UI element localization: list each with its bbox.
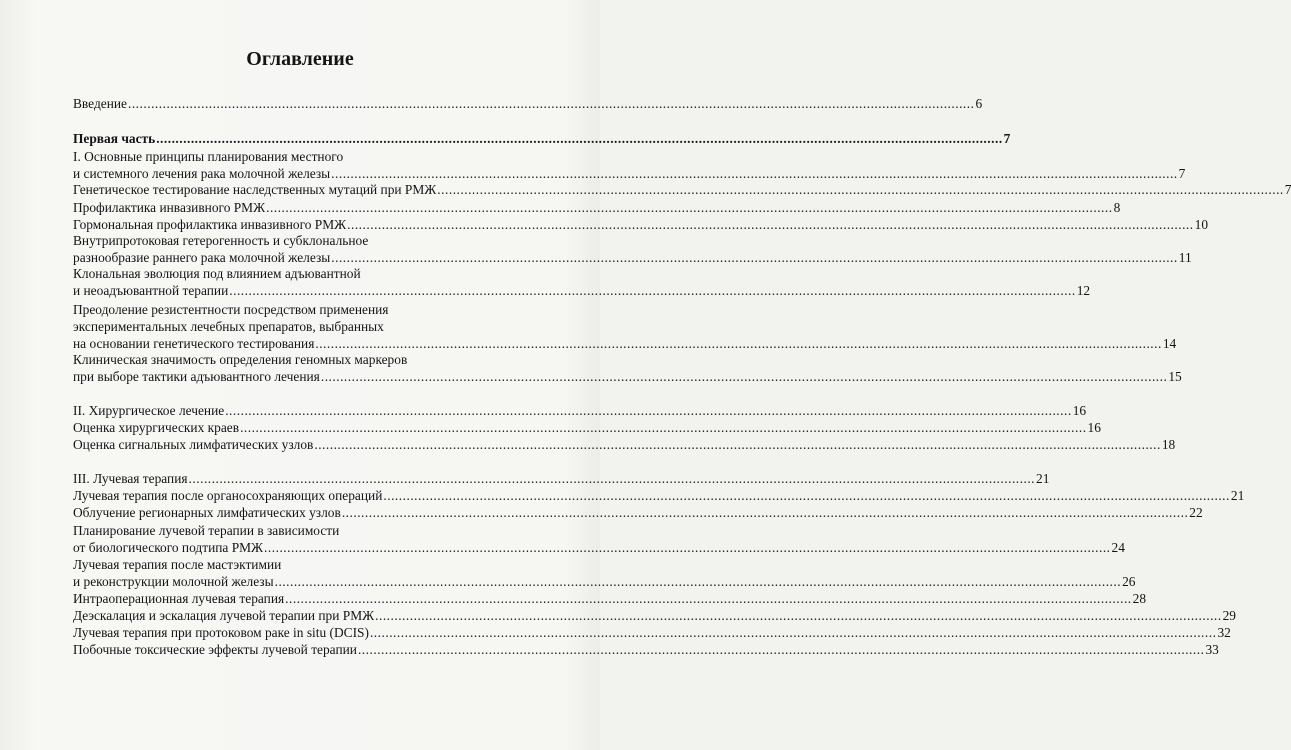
toc-entry-text: Первая часть xyxy=(73,131,156,146)
toc-entry-text: Оценка сигнальных лимфатических узлов xyxy=(73,437,314,452)
toc-entry-text: Генетическое тестирование наследственных мутаций при РМЖ xyxy=(73,182,437,197)
toc-entry xyxy=(73,199,1121,216)
toc-entry-text: Введение xyxy=(73,96,127,111)
toc-page-number: 7 xyxy=(1178,166,1186,181)
toc-entry-line xyxy=(73,624,1231,641)
toc-entry-line xyxy=(73,556,517,573)
toc-entry-text: Преодоление резистентности посредством применения xyxy=(73,302,389,317)
toc-entry-text: Планирование лучевой терапии в зависимости xyxy=(73,523,340,538)
toc-page-number: 28 xyxy=(1132,591,1147,606)
toc-page-number: 22 xyxy=(1189,505,1203,520)
toc-page-number: 6 xyxy=(975,96,983,111)
dot-leader: ............................................................................................................................................................................................................................ xyxy=(240,420,1087,435)
toc-entry-line xyxy=(73,607,1236,624)
toc-page-number: 21 xyxy=(1036,471,1050,486)
toc-entry-line xyxy=(73,487,1245,504)
toc-entry xyxy=(73,232,1192,266)
toc-entry-text: Интраоперационная лучевая терапия xyxy=(73,591,285,606)
toc-entry-line xyxy=(73,436,1176,453)
toc-entry-line xyxy=(73,95,983,112)
toc-entry xyxy=(73,301,1177,352)
toc-entry-text: Лучевая терапия после органосохраняющих операций xyxy=(73,488,383,503)
toc-entry xyxy=(73,504,1203,521)
toc-entry-text: и неоадъювантной терапии xyxy=(73,283,229,298)
toc-page-number: 14 xyxy=(1162,336,1177,351)
toc-entry-text: II. Хирургическое лечение xyxy=(73,403,225,418)
toc-entry-text: III. Лучевая терапия xyxy=(73,471,188,486)
toc-entry-text: Побочные токсические эффекты лучевой терапии xyxy=(73,642,357,657)
toc-entry-text: на основании генетического тестирования xyxy=(73,336,315,351)
toc-entry xyxy=(73,556,1136,590)
toc-entry xyxy=(73,641,1219,658)
dot-leader: ............................................................................................................................................................................................................................ xyxy=(229,283,1076,298)
toc-entry xyxy=(73,402,1087,419)
toc-entry-line xyxy=(73,590,1147,607)
toc-entry-line xyxy=(73,265,517,282)
dot-leader: ............................................................................................................................................................................................................................ xyxy=(264,540,1111,555)
toc-entry-text: Облучение регионарных лимфатических узлов xyxy=(73,505,341,520)
toc-page-number: 29 xyxy=(1222,608,1236,623)
toc-entry-line xyxy=(73,351,517,368)
toc-entry-text: Лучевая терапия при протоковом раке in situ (DCIS) xyxy=(73,625,369,640)
dot-leader: ............................................................................................................................................................................................................................ xyxy=(347,217,1194,232)
toc-entry-line xyxy=(73,368,1182,385)
toc-entry xyxy=(73,624,1231,641)
toc-page-number: 16 xyxy=(1087,420,1101,435)
dot-leader: ............................................................................................................................................................................................................................ xyxy=(341,505,1189,520)
toc-entry-line xyxy=(73,216,1209,233)
toc-entry-text: I. Основные принципы планирования местного xyxy=(73,149,344,164)
toc-page-number: 8 xyxy=(1113,200,1121,215)
toc-entry-line xyxy=(73,148,517,165)
toc-entry-text: Клональная эволюция под влиянием адъювантной xyxy=(73,266,361,281)
toc-page-number: 7 xyxy=(1284,182,1291,197)
toc-entry-text: при выборе тактики адъювантного лечения xyxy=(73,369,320,384)
toc-entry-line xyxy=(73,199,1121,216)
toc-entry xyxy=(73,351,1182,385)
toc-entry-text: от биологического подтипа РМЖ xyxy=(73,540,264,555)
toc-entry-line xyxy=(73,641,1219,658)
dot-leader: ............................................................................................................................................................................................................................ xyxy=(437,182,1284,197)
toc-page-number: 12 xyxy=(1076,283,1091,298)
toc-entry-line xyxy=(73,470,1050,487)
dot-leader: ............................................................................................................................................................................................................................ xyxy=(315,336,1162,351)
dot-leader: ............................................................................................................................................................................................................................ xyxy=(314,437,1161,452)
toc-entry-line xyxy=(73,130,1011,147)
toc-entry-line xyxy=(73,573,1136,590)
toc-page-number: 11 xyxy=(1178,250,1192,265)
toc-entry-text: Клиническая значимость определения геномных маркеров xyxy=(73,352,408,367)
toc-entry-line xyxy=(73,402,1087,419)
dot-leader: ............................................................................................................................................................................................................................ xyxy=(225,403,1072,418)
dot-leader: ............................................................................................................................................................................................................................ xyxy=(331,250,1178,265)
toc-entry-line xyxy=(73,181,1291,198)
toc-entry-text: и системного лечения рака молочной железы xyxy=(73,166,331,181)
dot-leader: ............................................................................................................................................................................................................................ xyxy=(274,574,1122,589)
dot-leader: ............................................................................................................................................................................................................................ xyxy=(285,591,1132,606)
dot-leader: ............................................................................................................................................................................................................................ xyxy=(369,625,1217,640)
toc-entry-text: Лучевая терапия после мастэктимии xyxy=(73,557,282,572)
toc-page-number: 33 xyxy=(1205,642,1219,657)
toc-entry xyxy=(73,487,1245,504)
toc-entry-line xyxy=(73,249,1192,266)
toc-entry-line xyxy=(73,504,1203,521)
toc-entry-line xyxy=(73,539,1125,556)
dot-leader: ............................................................................................................................................................................................................................ xyxy=(266,200,1113,215)
toc-entry-line xyxy=(73,419,1101,436)
dot-leader: ............................................................................................................................................................................................................................ xyxy=(357,642,1205,657)
toc-entry-text: Гормональная профилактика инвазивного РМЖ xyxy=(73,217,347,232)
dot-leader: ............................................................................................................................................................................................................................ xyxy=(383,488,1230,503)
toc-entry-text: разнообразие раннего рака молочной железы xyxy=(73,250,331,265)
toc-entry-text: Оценка хирургических краев xyxy=(73,420,240,435)
toc-entry-line xyxy=(73,232,517,249)
toc-page-number: 21 xyxy=(1230,488,1245,503)
dot-leader: ............................................................................................................................................................................................................................ xyxy=(156,131,1003,146)
toc-entry xyxy=(73,436,1176,453)
toc-entry-text: Внутрипротоковая гетерогенность и субклональное xyxy=(73,233,369,248)
dot-leader: ............................................................................................................................................................................................................................ xyxy=(320,369,1168,384)
toc-entry xyxy=(73,181,1291,198)
toc-entry-line xyxy=(73,165,1186,182)
toc-entry-line xyxy=(73,301,517,318)
toc-entry-line xyxy=(73,282,1091,299)
toc-entry xyxy=(73,148,1186,182)
toc-entry xyxy=(73,470,1050,487)
dot-leader: ............................................................................................................................................................................................................................ xyxy=(127,96,975,111)
toc-page-number: 18 xyxy=(1161,437,1176,452)
toc-entry-text: экспериментальных лечебных препаратов, выбранных xyxy=(73,319,384,334)
toc-entry xyxy=(73,607,1236,624)
toc-page-number: 15 xyxy=(1168,369,1182,384)
page-title: Оглавление xyxy=(246,48,354,70)
toc-entry-text: и реконструкции молочной железы xyxy=(73,574,274,589)
toc-entry-line xyxy=(73,335,1177,352)
toc-entry xyxy=(73,419,1101,436)
toc-page-number: 26 xyxy=(1122,574,1136,589)
toc-entry xyxy=(73,265,1091,299)
toc-entry-text: Профилактика инвазивного РМЖ xyxy=(73,200,266,215)
toc-page-number: 7 xyxy=(1003,131,1011,146)
toc-page-number: 10 xyxy=(1194,217,1209,232)
toc-entry-line xyxy=(73,522,517,539)
toc-entry-text: Деэскалация и эскалация лучевой терапии при РМЖ xyxy=(73,608,375,623)
dot-leader: ............................................................................................................................................................................................................................ xyxy=(188,471,1036,486)
toc-page-number: 24 xyxy=(1111,540,1125,555)
dot-leader: ............................................................................................................................................................................................................................ xyxy=(331,166,1178,181)
toc-entry-line xyxy=(73,318,517,335)
toc-entry xyxy=(73,95,983,112)
toc-entry xyxy=(73,590,1147,607)
toc-page-number: 16 xyxy=(1072,403,1087,418)
toc-page-number: 32 xyxy=(1217,625,1231,640)
toc-entry xyxy=(73,130,1011,147)
toc-entry xyxy=(73,522,1125,556)
dot-leader: ............................................................................................................................................................................................................................ xyxy=(375,608,1222,623)
toc-entry xyxy=(73,216,1209,233)
